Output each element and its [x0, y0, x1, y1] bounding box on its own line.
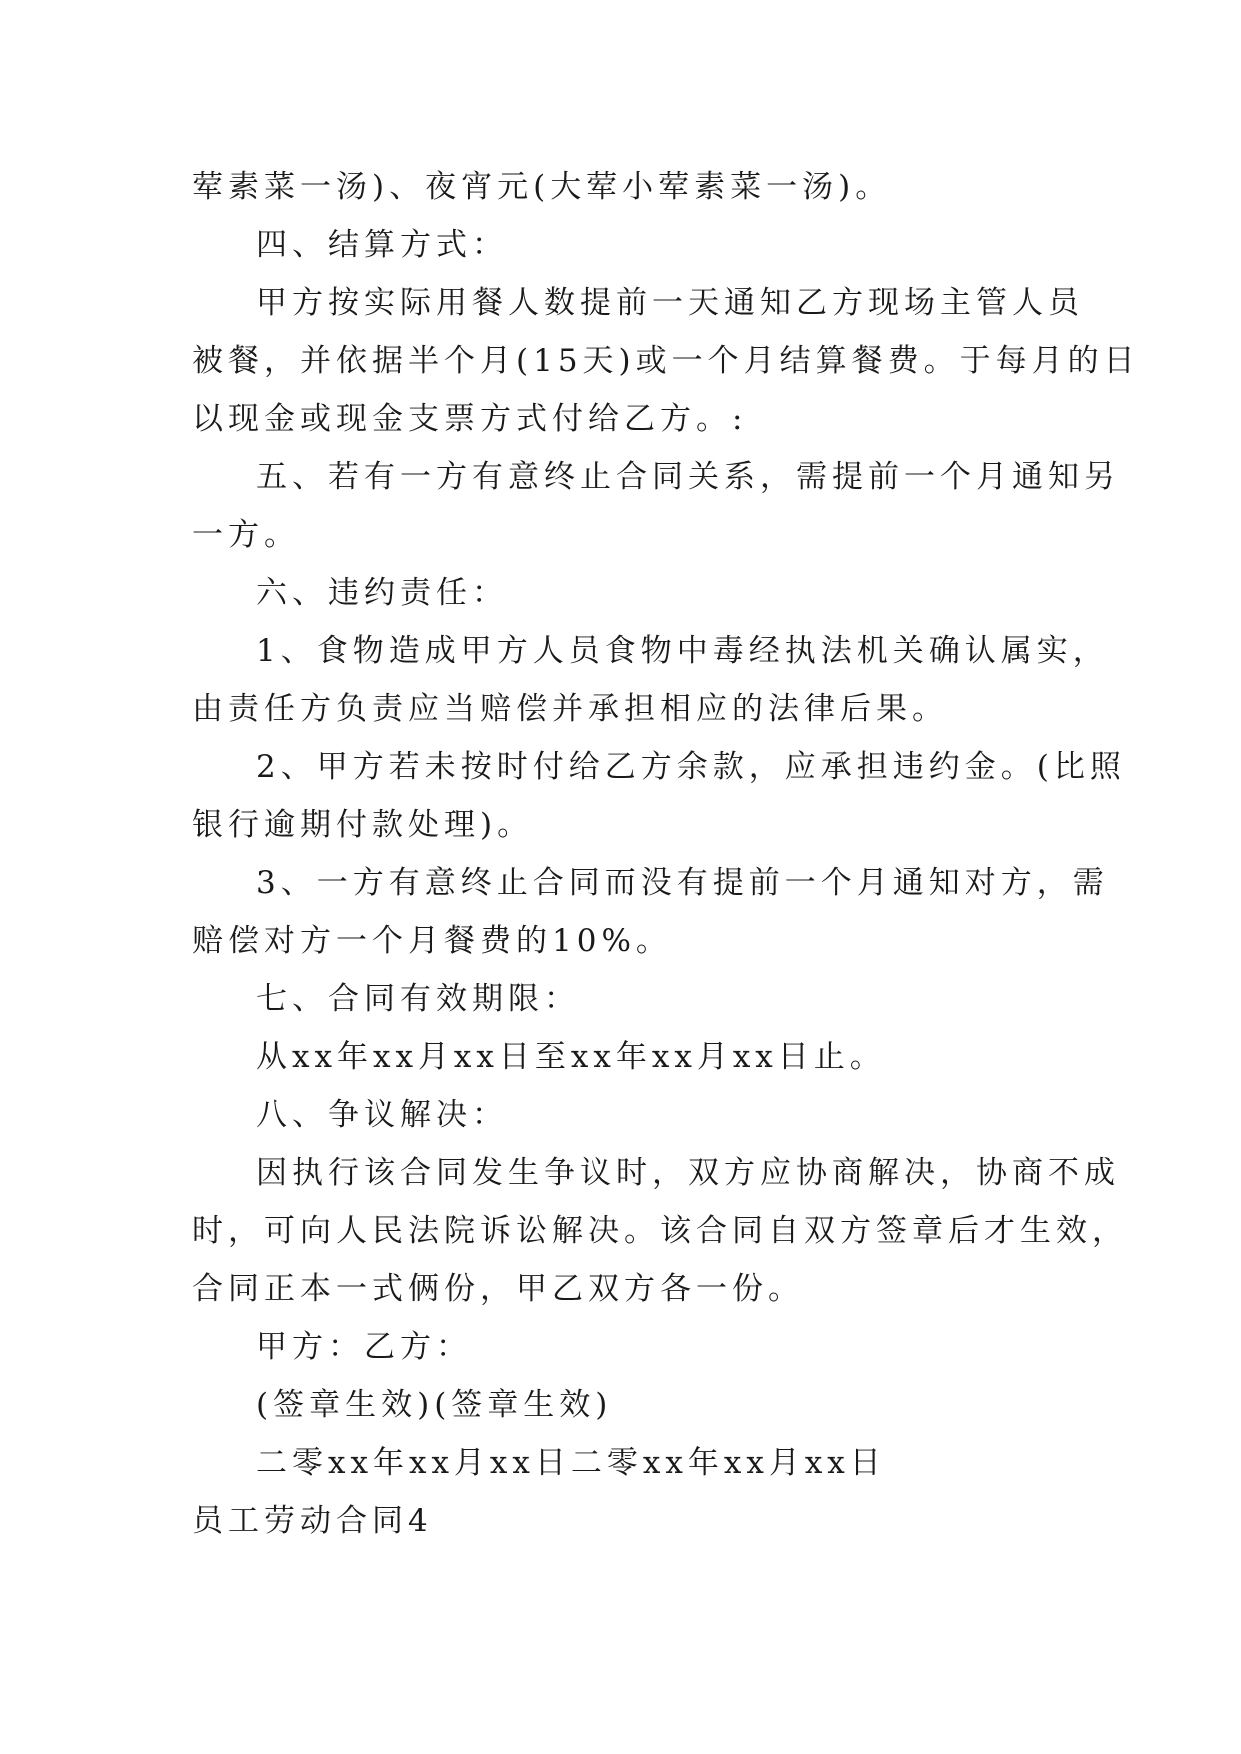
liability-item-2: 2、甲方若未按时付给乙方余款，应承担违约金。(比照 [256, 749, 1126, 785]
section-heading-term: 七、合同有效期限： [256, 981, 580, 1017]
signature-dates: 二零xx年xx月xx日二零xx年xx月xx日 [256, 1445, 886, 1481]
paragraph-line: 一方。 [192, 517, 300, 553]
section-heading-liability: 六、违约责任： [256, 575, 508, 611]
paragraph-line: 因执行该合同发生争议时，双方应协商解决，协商不成 [256, 1155, 1120, 1191]
paragraph-line: 由责任方负责应当赔偿并承担相应的法律后果。 [192, 691, 948, 727]
liability-item-3: 3、一方有意终止合同而没有提前一个月通知对方，需 [256, 865, 1109, 901]
paragraph-line: 赔偿对方一个月餐费的10%。 [192, 923, 672, 959]
contract-text [192, 158, 1140, 1550]
section-heading-termination: 五、若有一方有意终止合同关系，需提前一个月通知另 [256, 459, 1120, 495]
paragraph-line: 银行逾期付款处理)。 [192, 807, 534, 843]
text-line: 荤素菜一汤)、夜宵元(大荤小荤素菜一汤)。 [192, 169, 892, 205]
paragraph-line: 甲方按实际用餐人数提前一天通知乙方现场主管人员 [256, 285, 1084, 321]
paragraph-line: 被餐，并依据半个月(15天)或一个月结算餐费。于每月的日 [192, 343, 1140, 379]
signature-seal-note: (签章生效)(签章生效) [256, 1387, 613, 1423]
term-dates: 从xx年xx月xx日至xx年xx月xx日止。 [256, 1039, 886, 1075]
liability-item-1: 1、食物造成甲方人员食物中毒经执法机关确认属实， [256, 633, 1109, 669]
section-heading-settlement: 四、结算方式： [256, 227, 508, 263]
section-heading-dispute: 八、争议解决： [256, 1097, 508, 1133]
paragraph-line: 合同正本一式俩份，甲乙双方各一份。 [192, 1271, 804, 1307]
signature-parties: 甲方：乙方： [256, 1329, 472, 1365]
paragraph-line: 时，可向人民法院诉讼解决。该合同自双方签章后才生效， [192, 1213, 1128, 1249]
paragraph-line: 以现金或现金支票方式付给乙方。: [192, 401, 748, 437]
next-contract-title: 员工劳动合同4 [192, 1503, 433, 1539]
